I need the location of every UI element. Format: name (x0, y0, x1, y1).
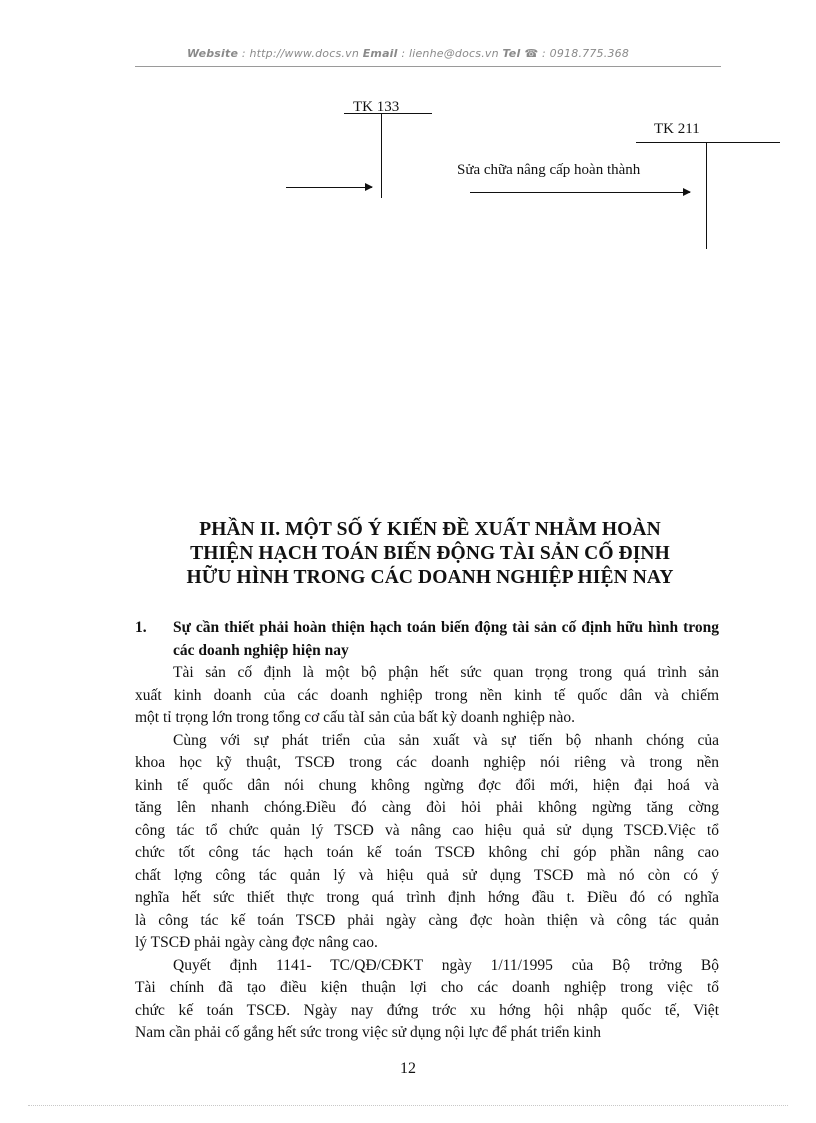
flow-label: Sửa chữa nâng cấp hoàn thành (457, 162, 641, 178)
account-tk133-top-line (344, 113, 432, 114)
paragraph-line: chức kế toán TSCĐ. Ngày nay đứng trớc xu hớng hội nhập quốc tế, Việt (135, 1001, 719, 1019)
part-title-line: PHẦN II. MỘT SỐ Ý KIẾN ĐỀ XUẤT NHẰM HOÀN (199, 519, 661, 540)
paragraph-line: xuất kinh doanh của các doanh nghiệp trong nền kinh tế quốc dân và chiếm (135, 686, 719, 704)
page-number: 12 (400, 1060, 416, 1077)
part-title-line: THIỆN HẠCH TOÁN BIẾN ĐỘNG TÀI SẢN CỐ ĐỊNH (190, 543, 670, 564)
paragraph-line: tăng lên nhanh chóng.Điều đó càng đòi hỏi phải không ngừng tăng cờng (135, 799, 719, 816)
paragraph-line: Quyết định 1141- TC/QĐ/CĐKT ngày 1/11/1995 của Bộ trởng Bộ (173, 956, 719, 974)
paragraph-line: chức tốt công tác hạch toán kế toán TSCĐ không chỉ góp phần nâng cao (135, 844, 719, 861)
section-title: Sự cần thiết phải hoàn thiện hạch toán biến động tài sản cố định hữu hình trong các doanh nghiệp hiện nay (173, 619, 719, 659)
body-content (135, 617, 719, 1045)
email-label: Email (362, 47, 398, 60)
paragraph-line: Tài sản cố định là một bộ phận hết sức quan trọng trong quá trình sản (173, 664, 719, 681)
paragraph (135, 662, 719, 730)
account-tk211-label: TK 211 (654, 121, 700, 137)
paragraph-line: kinh tế quốc dân nói chung không ngừng đợc đổi mới, hiện đại hoá và (135, 776, 719, 794)
page-header (0, 47, 816, 60)
paragraph-line: Nam cần phải cố gắng hết sức trong việc sử dụng nội lực để phát triển kinh (135, 1024, 601, 1041)
section-heading (135, 617, 719, 662)
paragraphs (135, 662, 719, 1045)
account-tk133-divider (381, 113, 382, 198)
arrow-to-tk211 (470, 192, 690, 193)
paragraph-line: Cùng với sự phát triển của sản xuất và sự tiến bộ nhanh chóng của (173, 731, 719, 749)
tel-label: Tel ☎ (502, 47, 539, 60)
paragraph-line: khoa học kỹ thuật, TSCĐ trong các doanh nghiệp nói riêng và trong nền (135, 754, 719, 771)
paragraph-line: nghĩa hết sức thiết thực trong quá trình định hớng đầu t. Điều đó có nghĩa (135, 889, 719, 906)
email-value: : lienhe@docs.vn (397, 47, 503, 60)
part-title (150, 518, 710, 590)
tel-value: : 0918.775.368 (538, 47, 630, 60)
part-title-line: HỮU HÌNH TRONG CÁC DOANH NGHIỆP HIỆN NAY (186, 567, 674, 588)
paragraph-line: là công tác kế toán TSCĐ phải ngày càng đợc hoàn thiện và công tác quản (135, 911, 719, 929)
arrow-to-tk133 (286, 187, 372, 188)
paragraph-line: một tỉ trọng lớn trong tổng cơ cấu tàI sản của bất kỳ doanh nghiệp nào. (135, 709, 575, 726)
account-tk211-divider (706, 142, 707, 249)
website-label: Website (186, 47, 239, 60)
paragraph (135, 730, 719, 955)
website-value: : http://www.docs.vn (238, 47, 363, 60)
paragraph-line: công tác tổ chức quản lý TSCĐ và nâng cao hiệu quả sử dụng TSCĐ.Việc tổ (135, 821, 719, 839)
section-number: 1. (135, 619, 147, 636)
account-tk133-label: TK 133 (353, 99, 400, 115)
header-rule (135, 66, 721, 67)
paragraph-line: chất lợng công tác quản lý và hiệu quả sử dụng TSCĐ mà nó còn có ý (135, 866, 719, 884)
paragraph-line: lý TSCĐ phải ngày càng đợc nâng cao. (135, 934, 378, 951)
account-tk211-top-line (636, 142, 780, 143)
paragraph-line: Tài chính đã tạo điều kiện thuận lợi cho các doanh nghiệp trong việc tổ (135, 979, 719, 996)
paragraph (135, 955, 719, 1045)
footer-rule (28, 1105, 788, 1106)
